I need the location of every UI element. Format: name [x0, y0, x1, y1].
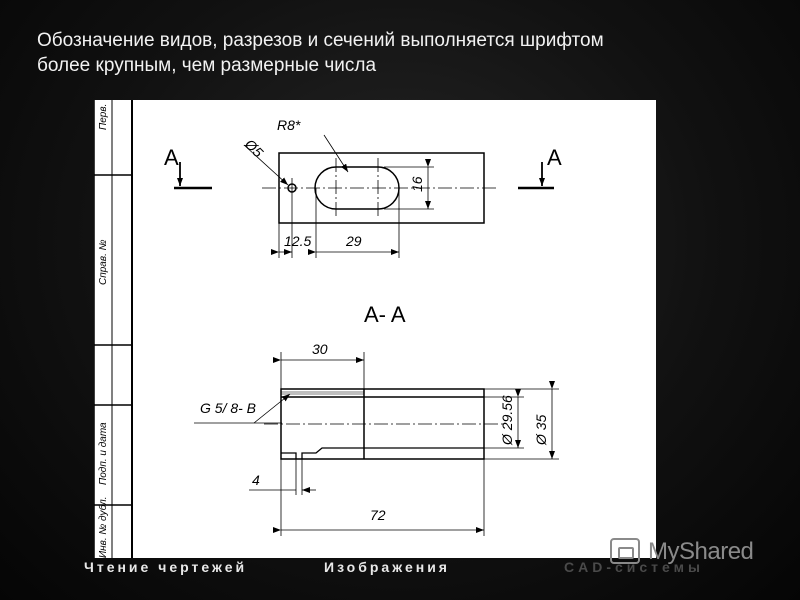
- watermark-text: MyShared: [648, 538, 754, 565]
- dim-inner-diameter-label: Ø 29.56: [499, 395, 515, 445]
- frame-label-signature-date: Подп. и дата: [98, 422, 109, 485]
- footer-item-reading-drawings: Чтение чертежей: [84, 559, 248, 575]
- slide-heading-line-2: более крупным, чем размерные числа: [37, 55, 377, 76]
- dim-slot-length-label: 29: [346, 233, 362, 249]
- dim-radius-label: R8*: [277, 117, 301, 133]
- presentation-logo-icon: [610, 538, 640, 564]
- dim-hole-offset-label: 12.5: [284, 233, 312, 249]
- frame-label-first-use: Перв.: [98, 103, 109, 130]
- view-marker-right: A: [547, 145, 562, 170]
- dim-thread-length-label: 30: [312, 341, 328, 357]
- dim-groove-label: 4: [252, 472, 260, 488]
- technical-drawing: [94, 100, 656, 558]
- frame-label-reference: Справ. №: [98, 239, 109, 285]
- slide-heading: [37, 28, 757, 78]
- dim-total-length-label: 72: [370, 507, 386, 523]
- dim-diameter-label: Ø5: [241, 135, 267, 161]
- drawing-frame: [94, 100, 132, 558]
- footer-item-cad-systems: CAD-системы: [564, 559, 704, 575]
- groove-profile: [281, 448, 484, 459]
- footer-item-images: Изображения: [324, 559, 450, 575]
- thread-label: G 5/ 8- B: [200, 400, 257, 416]
- drawing-sheet: [94, 100, 656, 558]
- slide-heading-line-1: Обозначение видов, разрезов и сечений выполняется шрифтом: [37, 30, 604, 51]
- dim-outer-diameter-label: Ø 35: [533, 414, 549, 445]
- view-arrow-left: [174, 162, 212, 188]
- section-label: A- A: [364, 302, 406, 327]
- view-marker-left: A: [164, 145, 179, 170]
- frame-label-duplicate-no: Инв. № дубл.: [98, 496, 109, 558]
- watermark: [610, 536, 790, 572]
- dim-slot-height-label: 16: [409, 176, 425, 192]
